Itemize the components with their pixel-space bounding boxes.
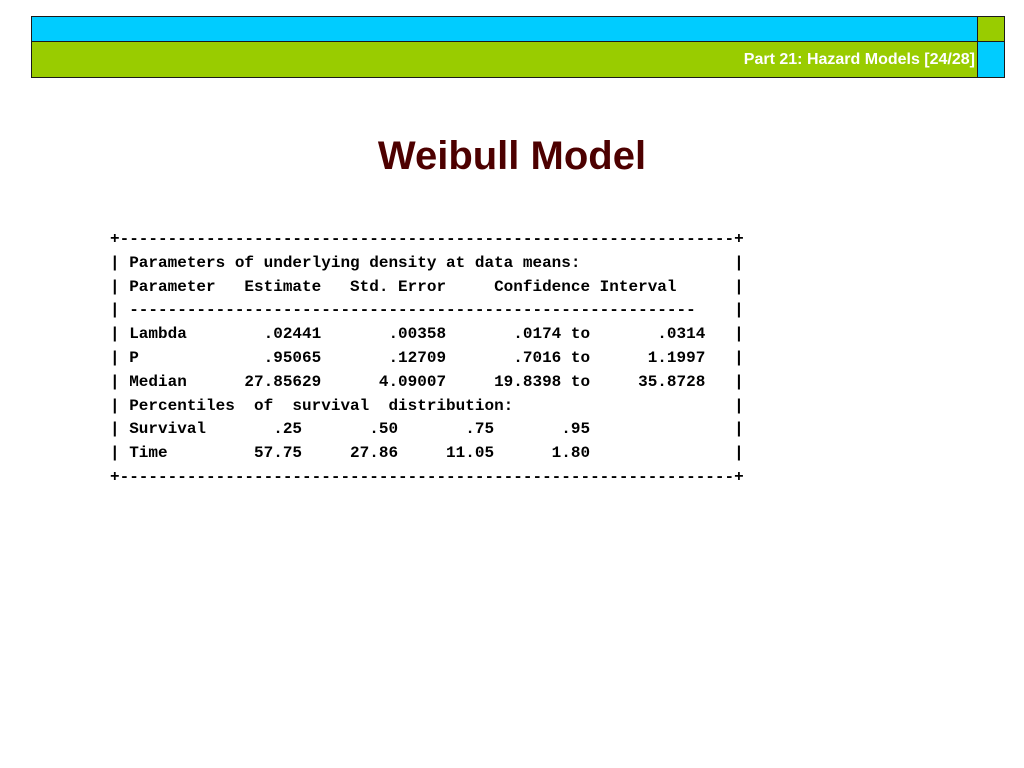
regression-output	[110, 228, 744, 490]
output-line-lambda: | Lambda .02441 .00358 .0174 to .0314 |	[110, 325, 744, 344]
output-line-p: | P .95065 .12709 .7016 to 1.1997 |	[110, 348, 744, 367]
header-corner-square-bottom	[978, 42, 1005, 78]
output-line-percentiles-heading: | Percentiles of survival distribution: |	[110, 396, 744, 415]
output-line-survival: | Survival .25 .50 .75 .95 |	[110, 420, 744, 439]
output-line-median: | Median 27.85629 4.09007 19.8398 to 35.8728 |	[110, 372, 744, 391]
header-corner-square-top	[978, 16, 1005, 42]
output-line-time: | Time 57.75 27.86 11.05 1.80 |	[110, 444, 744, 463]
header-caption: Part 21: Hazard Models [24/28]	[743, 51, 975, 68]
output-border-top: +----------------------------------------------------------------+	[110, 230, 744, 248]
output-line-separator: | ----------------------------------------------------------- |	[110, 301, 744, 320]
output-line-column-headers: | Parameter Estimate Std. Error Confidence Interval |	[110, 277, 744, 296]
output-border-bottom: +----------------------------------------------------------------+	[110, 467, 744, 486]
output-line-heading: | Parameters of underlying density at data means: |	[110, 253, 744, 272]
header-bar-top	[31, 16, 978, 42]
slide-title: Weibull Model	[377, 134, 647, 178]
